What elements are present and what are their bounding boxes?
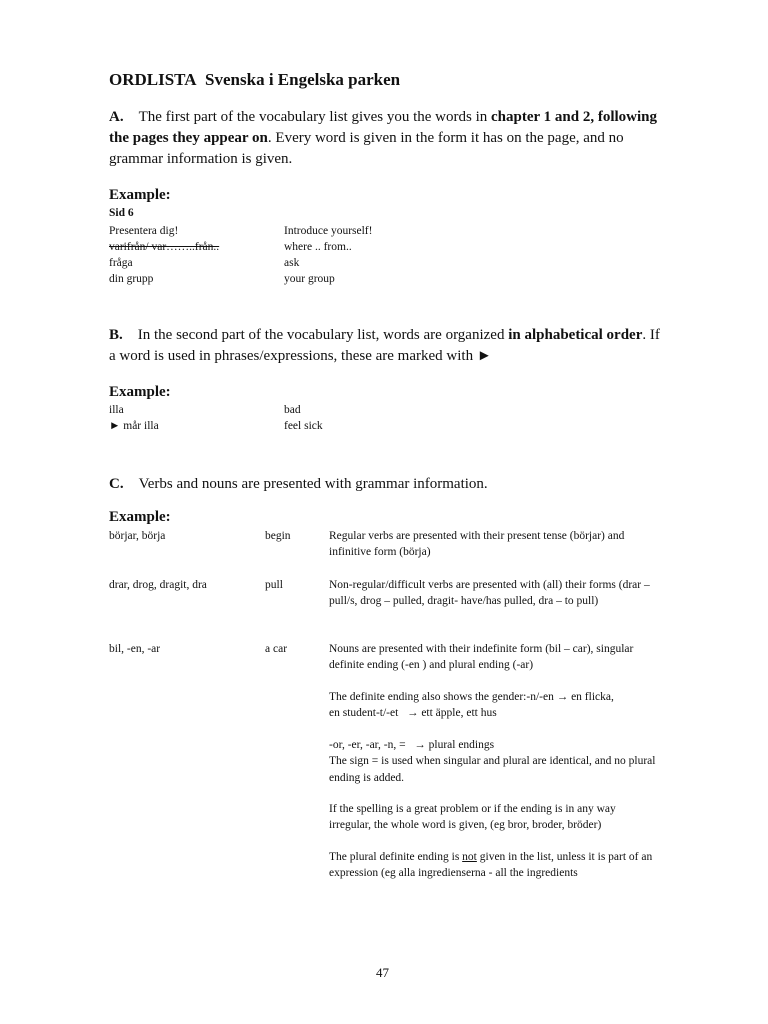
english-word: feel sick bbox=[284, 420, 323, 432]
grammar-note: Regular verbs are presented with their present tense (börjar) and infinitive form (börja) bbox=[329, 530, 625, 559]
grammar-note-gender: The definite ending also shows the gender:-n/-en → en flicka, en student-t/-et → ett äpple, ett hus bbox=[329, 691, 614, 720]
arrow-right-icon: → bbox=[414, 739, 426, 751]
swedish-word: Presentera dig! bbox=[109, 225, 179, 237]
page-number: 47 bbox=[376, 965, 389, 980]
example-heading-c: Example: bbox=[109, 509, 171, 525]
page-title bbox=[109, 70, 400, 90]
grammar-note-plural: -or, -er, -ar, -n, = → plural endings The sign = is used when singular and plural are identical, and no plural ending is added. bbox=[329, 739, 656, 784]
english-word: ask bbox=[284, 257, 300, 269]
triangle-marker-icon: ► bbox=[476, 348, 492, 364]
english-word: begin bbox=[265, 530, 291, 542]
swedish-word: fråga bbox=[109, 257, 133, 269]
english-word: where .. from.. bbox=[284, 241, 352, 253]
title-ordlista: ORDLISTA bbox=[109, 70, 197, 89]
english-word: a car bbox=[265, 643, 288, 655]
section-b-paragraph: B. In the second part of the vocabulary list, words are organized in alphabetical order. If a word is used in phrases/expressions, these are marked with ► bbox=[109, 327, 660, 364]
arrow-right-icon: → bbox=[406, 707, 419, 720]
swedish-word: din grupp bbox=[109, 273, 154, 285]
grammar-note-spelling: If the spelling is a great problem or if the ending is in any way irregular, the whole word is given, (eg bror, broder, bröder) bbox=[329, 803, 616, 832]
section-c-paragraph: C. Verbs and nouns are presented with grammar information. bbox=[109, 476, 488, 492]
english-word: your group bbox=[284, 273, 335, 285]
page-label: Sid 6 bbox=[109, 207, 134, 219]
section-a-paragraph: A. The first part of the vocabulary list gives you the words in chapter 1 and 2, following the pages they appear on. Every word is given in the form it has on the page, and no grammar information is given. bbox=[109, 109, 658, 167]
swedish-word: illa bbox=[109, 404, 124, 416]
arrow-right-icon: → bbox=[556, 691, 569, 703]
swedish-word: bil, -en, -ar bbox=[109, 643, 161, 655]
title-subtitle: Svenska i Engelska parken bbox=[205, 70, 401, 89]
english-word: bad bbox=[284, 404, 301, 416]
grammar-note-definite: The plural definite ending is not given in the list, unless it is part of an expression (eg alla ingredienserna - all the ingredients bbox=[329, 851, 653, 880]
swedish-phrase: ► mår illa bbox=[109, 420, 159, 432]
swedish-word: drar, drog, dragit, dra bbox=[109, 579, 207, 591]
swedish-word: varifrån/ var……..från.. bbox=[109, 241, 220, 253]
grammar-note: Non-regular/difficult verbs are presented with (all) their forms (drar – pull/s, drog – pulled, dragit- have/has pulled, dra – to pull) bbox=[329, 579, 650, 608]
swedish-word: börjar, börja bbox=[109, 530, 166, 542]
example-heading-b: Example: bbox=[109, 384, 171, 400]
example-heading-a: Example: bbox=[109, 187, 171, 203]
grammar-note: Nouns are presented with their indefinite form (bil – car), singular definite ending (-en ) and plural ending (-ar) bbox=[329, 643, 634, 672]
english-word: Introduce yourself! bbox=[284, 225, 373, 237]
english-word: pull bbox=[265, 579, 283, 591]
